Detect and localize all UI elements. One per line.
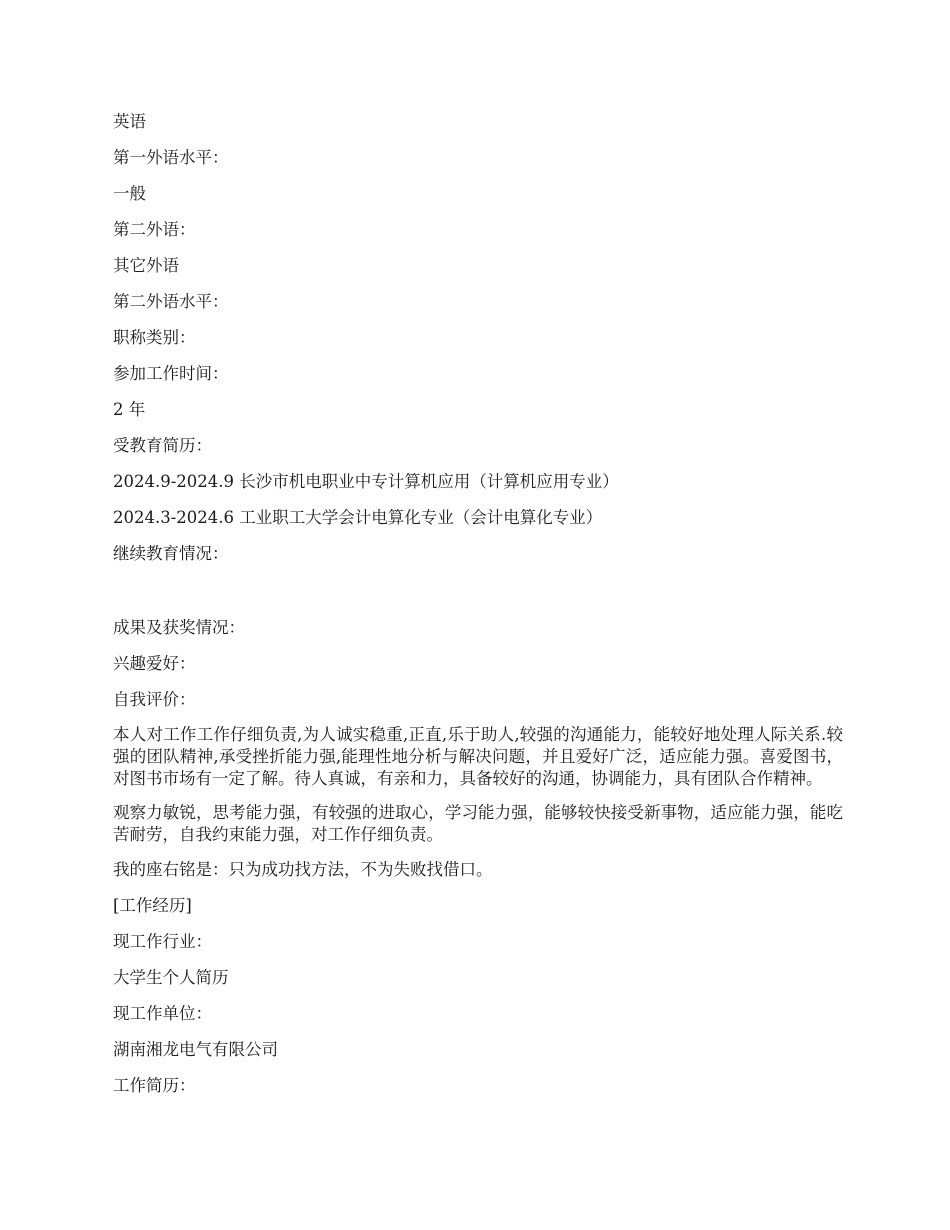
blank-spacer [113, 578, 843, 616]
work-history-label: 工作简历： [113, 1076, 196, 1095]
continuing-education-label: 继续教育情况： [113, 544, 229, 563]
achievements-label: 成果及获奖情况： [113, 618, 245, 637]
hobbies-label: 兴趣爱好： [113, 654, 196, 673]
motto: 我的座右铭是：只为成功找方法，不为失败找借口。 [113, 860, 493, 879]
work-experience-heading: [工作经历] [113, 896, 192, 915]
resume-content [113, 110, 843, 1110]
current-industry-value: 大学生个人简历 [113, 968, 229, 987]
language-value: 英语 [113, 112, 146, 131]
work-years-value: 2 年 [113, 400, 146, 419]
first-language-level-value: 一般 [113, 184, 146, 203]
self-evaluation-label: 自我评价： [113, 690, 196, 709]
second-language-label: 第二外语： [113, 220, 196, 239]
work-start-label: 参加工作时间： [113, 364, 229, 383]
second-language-value: 其它外语 [113, 256, 179, 275]
education-entry: 2024.9-2024.9 长沙市机电职业中专计算机应用（计算机应用专业） [113, 472, 619, 491]
current-employer-value: 湖南湘龙电气有限公司 [113, 1040, 278, 1059]
self-evaluation-paragraph: 观察力敏锐，思考能力强，有较强的进取心，学习能力强，能够较快接受新事物，适应能力强，能吃苦耐劳，自我约束能力强，对工作仔细负责。 [113, 803, 843, 844]
title-category-label: 职称类别： [113, 328, 196, 347]
second-language-level-label: 第二外语水平： [113, 292, 229, 311]
first-language-level-label: 第一外语水平： [113, 148, 229, 167]
self-evaluation-paragraph: 本人对工作工作仔细负责,为人诚实稳重,正直,乐于助人,较强的沟通能力，能较好地处理人际关系.较强的团队精神,承受挫折能力强,能理性地分析与解决问题，并且爱好广泛，适应能力强。喜爱图书，对图书市场有一定了解。待人真诚，有亲和力，具备较好的沟通，协调能力，具有团队合作精神。 [113, 725, 843, 788]
current-industry-label: 现工作行业： [113, 932, 212, 951]
education-history-label: 受教育简历： [113, 436, 212, 455]
current-employer-label: 现工作单位： [113, 1004, 212, 1023]
education-entry: 2024.3-2024.6 工业职工大学会计电算化专业（会计电算化专业） [113, 508, 603, 527]
